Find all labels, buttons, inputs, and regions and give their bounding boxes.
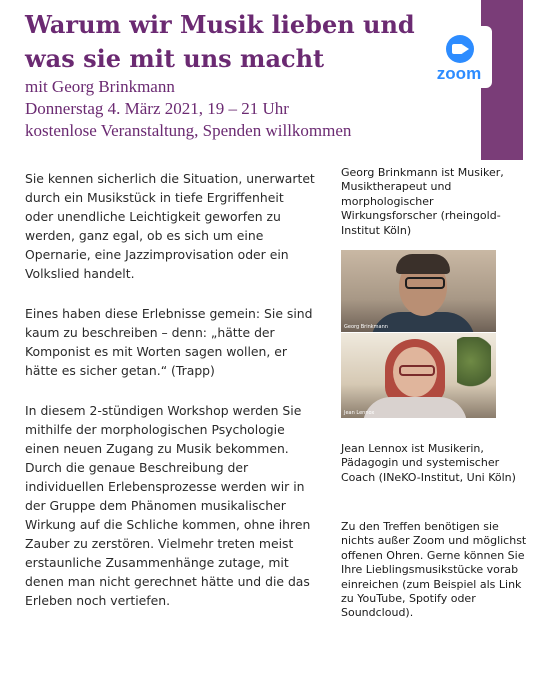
quote-paragraph: Eines haben diese Erlebnisse gemein: Sie sind kaum zu beschreiben – denn: „hätte der Komponist es mit Worten sagen wollen, er hätte es sicher getan.“ (Trapp) [25, 306, 313, 378]
bio-jean: Jean Lennox ist Musikerin, Pädagogin und systemischer Coach (INeKO-Institut, Uni Köln) [341, 442, 516, 484]
photo-jean-caption: Jean Lennox [344, 410, 375, 416]
workshop-paragraph: In diesem 2-stündigen Workshop werden Sie mithilfe der morphologischen Psychologie einen neuen Zugang zu Musik bekommen. Durch die genaue Beschreibung der individuellen Erlebensprozesse werden wir in der Gruppe dem Phänomen musikalischer Wirkung auf die Schliche kommen, ohne ihren Zauber zu zerstören. Vielmehr treten meist erstaunliche Zusammenhänge zutage, mit denen man nicht gerechnet hätte und die das Erleben noch vertiefen. [25, 403, 311, 608]
date-line: Donnerstag 4. März 2021, 19 – 21 Uhr [25, 99, 289, 118]
photo-georg [341, 250, 496, 332]
participation-note: Zu den Treffen benötigen sie nichts außer Zoom und möglichst offenen Ohren. Gerne können Sie Ihre Lieblingsmusikstücke vorab einreichen (zum Beispiel als Link zu YouTube, Spotify oder Soundcloud). [341, 520, 527, 620]
bio-georg: Georg Brinkmann ist Musiker, Musiktherapeut und morphologischer Wirkungsforscher (rheingold-Institut Köln) [341, 166, 504, 237]
info-line: kostenlose Veranstaltung, Spenden willkommen [25, 121, 352, 140]
zoom-logo [426, 26, 492, 88]
zoom-camera-icon [446, 35, 474, 63]
photo-georg-caption: Georg Brinkmann [344, 324, 388, 330]
speaker-line: mit Georg Brinkmann [25, 77, 175, 96]
photo-jean [341, 333, 496, 418]
zoom-label: zoom [436, 64, 482, 83]
page-title: Warum wir Musik lieben und was sie mit uns macht [25, 10, 415, 73]
intro-paragraph: Sie kennen sicherlich die Situation, unerwartet durch ein Musikstück in tiefe Ergriffenheit oder unendliche Leichtigkeit geworfen zu werden, ganz egal, ob es sich um eine Opernarie, eine Jazzimprovisation oder ein Volkslied handelt. [25, 171, 315, 281]
